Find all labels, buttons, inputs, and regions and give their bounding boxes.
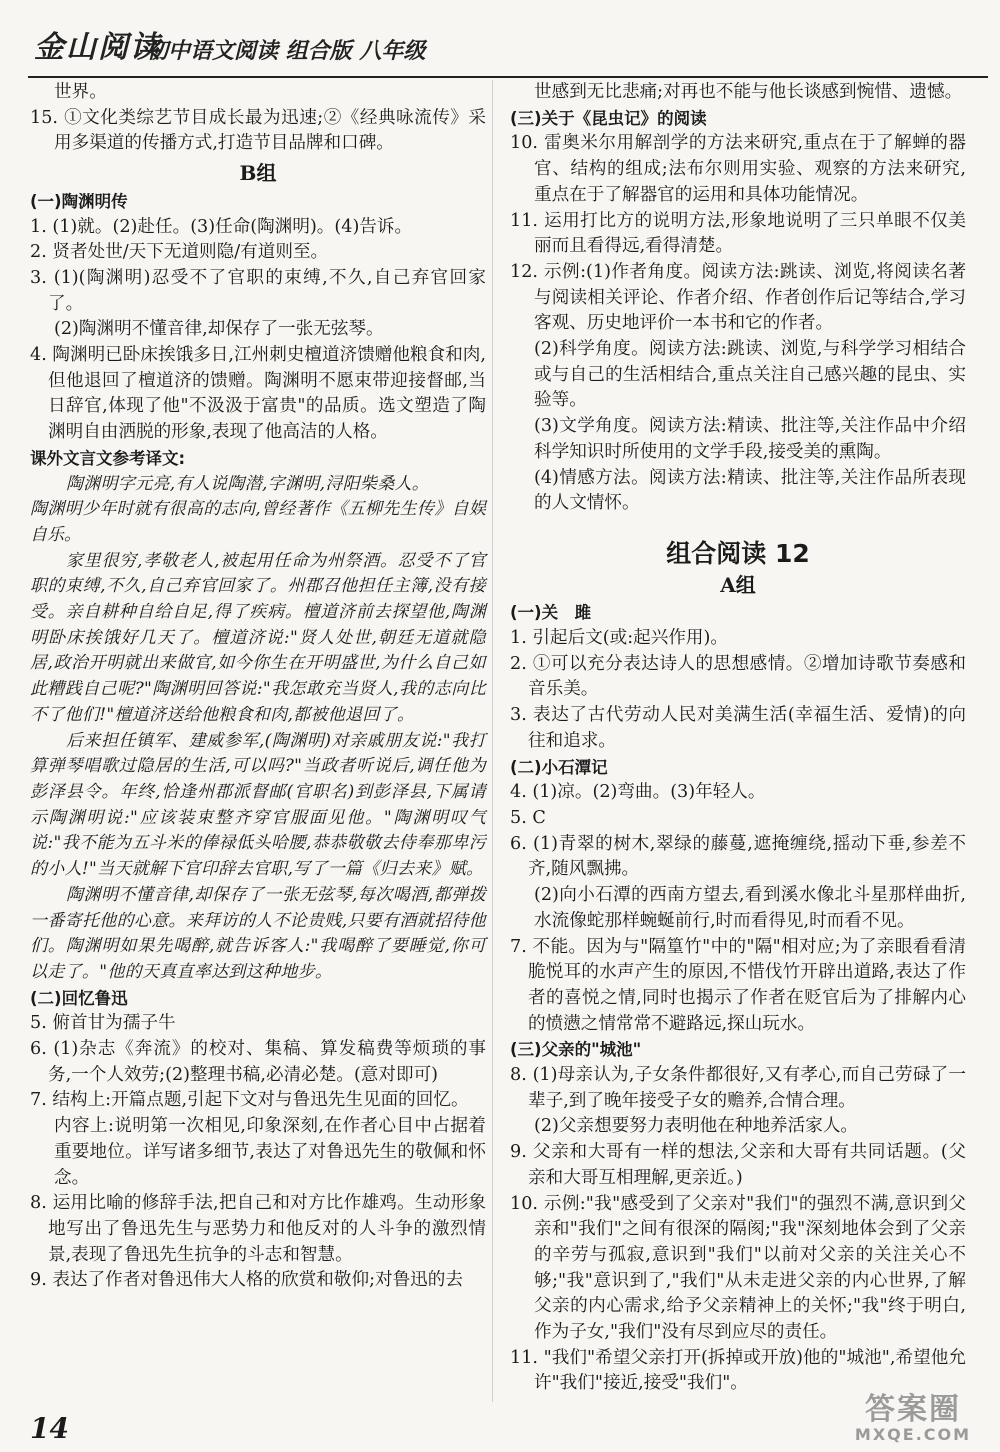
answer-subitem: (2)向小石潭的西南方望去,看到溪水像北斗星那样曲折,水流像蛇那样蜿蜒前行,时而看得见,时而看不见。: [534, 885, 966, 931]
section-heading: (二)回忆鲁迅: [30, 988, 128, 1008]
translation-paragraph: 陶渊明不懂音律,却保存了一张无弦琴,每次喝酒,都弹拨一番寄托他的心意。来拜访的人不论贵贱,只要有酒就招待他们。陶渊明如果先喝醉,就告诉客人:"我喝醉了要睡觉,你可以走了。"他的天真直率达到这种地步。: [30, 884, 486, 982]
answer-subitem: (2)陶渊明不懂音律,却保存了一张无弦琴。: [54, 319, 384, 340]
watermark-logo: [838, 1394, 988, 1446]
translation-paragraph: 后来担任镇军、建威参军,(陶渊明)对亲戚朋友说:"我打算弹琴唱歌过隐居的生活,可以吗?"当政者听说后,调任他为彭泽县令。年终,恰逢州郡派督邮(官职名)到彭泽县,下属请示陶渊明说:"应该装束整齐穿官服面见他。"陶渊明叹气说:"我不能为五斗米的俸禄低头哈腰,恭恭敬敬去侍奉那卑污的小人!"当天就解下官印辞去官职,写了一篇《归去来》赋。: [30, 730, 486, 880]
text-line: 世感到无比悲痛;对再也不能与他长谈感到惋惜、遗憾。: [534, 82, 963, 102]
answer-item: 2. 贤者处世/天下无道则隐/有道则至。: [30, 242, 329, 263]
answer-subitem: 内容上:说明第一次相见,印象深刻,在作者心目中占据着重要地位。详写诸多细节,表达了对鲁迅先生的敬佩和怀念。: [54, 1116, 486, 1188]
answer-item: 5. C: [510, 807, 546, 828]
answer-item: 10. 雷奥米尔用解剖学的方法来研究,重点在于了解蝉的器官、结构的组成;法布尔则用实验、观察的方法来研究,重点在于了解器官的运用和具体功能情况。: [510, 133, 966, 205]
answer-subitem: (4)情感方法。阅读方法:精读、批注等,关注作品所表现的人文情怀。: [534, 467, 966, 514]
answer-item: 9. 父亲和大哥有一样的想法,父亲和大哥有共同话题。(父亲和大哥互相理解,更亲近。): [510, 1142, 966, 1188]
answer-subitem: (3)文学角度。阅读方法:精读、批注等,关注作品中介绍科学知识时所使用的文学手段,接受美的熏陶。: [534, 416, 966, 462]
answer-item: 3. 表达了古代劳动人民对美满生活(幸福生活、爱情)的向往和追求。: [510, 705, 966, 751]
answer-item: 8. 运用比喻的修辞手法,把自己和对方比作雄鸡。生动形象地写出了鲁迅先生与恶势力和他反对的人斗争的激烈情景,表现了鲁迅先生抗争的斗志和智慧。: [30, 1193, 486, 1265]
column-divider: [492, 80, 493, 1402]
translation-paragraph: 陶渊明字元亮,有人说陶潜,字渊明,浔阳柴桑人。: [66, 473, 430, 494]
answer-item: 4. 陶渊明已卧床挨饿多日,江州刺史檀道济馈赠他粮食和肉,但他退回了檀道济的馈赠。陶渊明不愿束带迎接督邮,当日辞官,体现了他"不汲汲于富贵"的品质。选文塑造了陶渊明自由洒脱的形象,表现了他高洁的人格。: [30, 345, 486, 443]
answer-item: 5. 俯首甘为孺子牛: [30, 1013, 176, 1034]
book-title: 初中语文阅读 组合版 八年级: [146, 38, 426, 64]
answer-item: 11. 运用打比方的说明方法,形象地说明了三只单眼不仅美丽而且看得远,看得清楚。: [510, 210, 966, 257]
section-heading: (三)父亲的"城池": [510, 1040, 642, 1060]
page-number: 14: [30, 1412, 69, 1445]
answer-subitem: (2)父亲想要努力表明他在种地养活家人。: [534, 1116, 859, 1137]
answer-item: 7. 不能。因为与"隔篁竹"中的"隔"相对应;为了亲眼看看清脆悦耳的水声产生的原因,不惜伐竹开辟出道路,表达了作者的喜悦之情,同时也揭示了作者在贬官后为了排解内心的愤懑之情常常不避路远,探山玩水。: [510, 936, 966, 1034]
answer-item: 1. (1)就。(2)赴任。(3)任命(陶渊明)。(4)告诉。: [30, 216, 413, 237]
answer-item: 15. ①文化类综艺节目成长最为迅速;②《经典咏流传》采用多渠道的传播方式,打造节目品牌和口碑。: [30, 107, 486, 154]
translation-paragraph: 家里很穷,孝敬老人,被起用任命为州祭酒。忍受不了官职的束缚,不久,自己弃官回家了。州郡召他担任主簿,没有接受。亲自耕种自给自足,得了疾病。檀道济前去探望他,陶渊明卧床挨饿好几天了。檀道济说:"贤人处世,朝廷无道就隐居,政治开明就出来做官,如今你生在开明盛世,为什么自己如此糟践自己呢?"陶渊明回答说:"我怎敢充当贤人,我的志向比不了他们!"檀道济送给他粮食和肉,都被他退回了。: [30, 550, 486, 725]
left-column: [30, 80, 486, 1294]
group-heading: B组: [239, 161, 277, 186]
section-heading: (二)小石潭记: [510, 757, 608, 777]
answer-item: 8. (1)母亲认为,子女条件都很好,又有孝心,而自己劳碌了一辈子,到了晚年接受子女的赡养,合情合理。: [510, 1065, 966, 1111]
translation-paragraph: 陶渊明少年时就有很高的志向,曾经著作《五柳先生传》自娱自乐。: [30, 499, 486, 545]
right-column: [510, 80, 966, 1397]
answer-item: 4. (1)凉。(2)弯曲。(3)年轻人。: [510, 782, 766, 803]
series-logo: 金山阅读: [34, 30, 162, 65]
text-line: 世界。: [54, 82, 107, 102]
answer-item: 9. 表达了作者对鲁迅伟大人格的欣赏和敬仰;对鲁迅的去: [30, 1270, 463, 1291]
answer-item: 6. (1)青翠的树木,翠绿的藤蔓,遮掩缠绕,摇动下垂,参差不齐,随风飘拂。: [510, 833, 966, 880]
answer-item: 7. 结构上:开篇点题,引起下文对与鲁迅先生见面的回忆。: [30, 1090, 469, 1111]
page-header: [28, 18, 988, 78]
answer-subitem: (2)科学角度。阅读方法:跳读、浏览,与科学学习相结合或与自己的生活相结合,重点关注自己感兴趣的昆虫、实验等。: [534, 339, 966, 411]
answer-item: 3. (1)(陶渊明)忍受不了官职的束缚,不久,自己弃官回家了。: [30, 267, 486, 314]
section-heading: (三)关于《昆虫记》的阅读: [510, 108, 707, 128]
answer-item: 6. (1)杂志《奔流》的校对、集稿、算发稿费等烦琐的事务,一个人效劳;(2)整理书稿,必清必楚。(意对即可): [30, 1039, 486, 1085]
section-heading: 课外文言文参考译文:: [30, 448, 186, 468]
answer-item: 2. ①可以充分表达诗人的思想感情。②增加诗歌节奏感和音乐美。: [510, 653, 966, 700]
answer-item: 11. "我们"希望父亲打开(拆掉或开放)他的"城池",希望他允许"我们"接近,接受"我们"。: [510, 1347, 966, 1394]
watermark-url: MXQE.COM: [854, 1425, 972, 1444]
answer-item: 10. 示例:"我"感受到了父亲对"我们"的强烈不满,意识到父亲和"我们"之间有很深的隔阂;"我"深刻地体会到了父亲的辛劳与孤寂,意识到"我们"以前对父亲的关注关心不够;"我"意识到了,"我们"从未走进父亲的内心世界,了解父亲的内心需求,给予父亲精神上的关怀;"我"终于明白,作为子女,"我们"没有尽到应尽的责任。: [510, 1193, 966, 1343]
section-heading: (一)陶渊明传: [30, 191, 128, 211]
watermark-text: 答案圈: [865, 1392, 961, 1427]
answer-item: 1. 引起后文(或:起兴作用)。: [510, 628, 728, 649]
section-heading: (一)关 雎: [510, 603, 592, 623]
unit-title: 组合阅读 12: [666, 538, 810, 568]
answer-item: 12. 示例:(1)作者角度。阅读方法:跳读、浏览,将阅读名著与阅读相关评论、作者介绍、作者创作后记等结合,学习客观、历史地评价一本书和它的作者。: [510, 261, 966, 334]
group-heading: A组: [720, 572, 756, 597]
